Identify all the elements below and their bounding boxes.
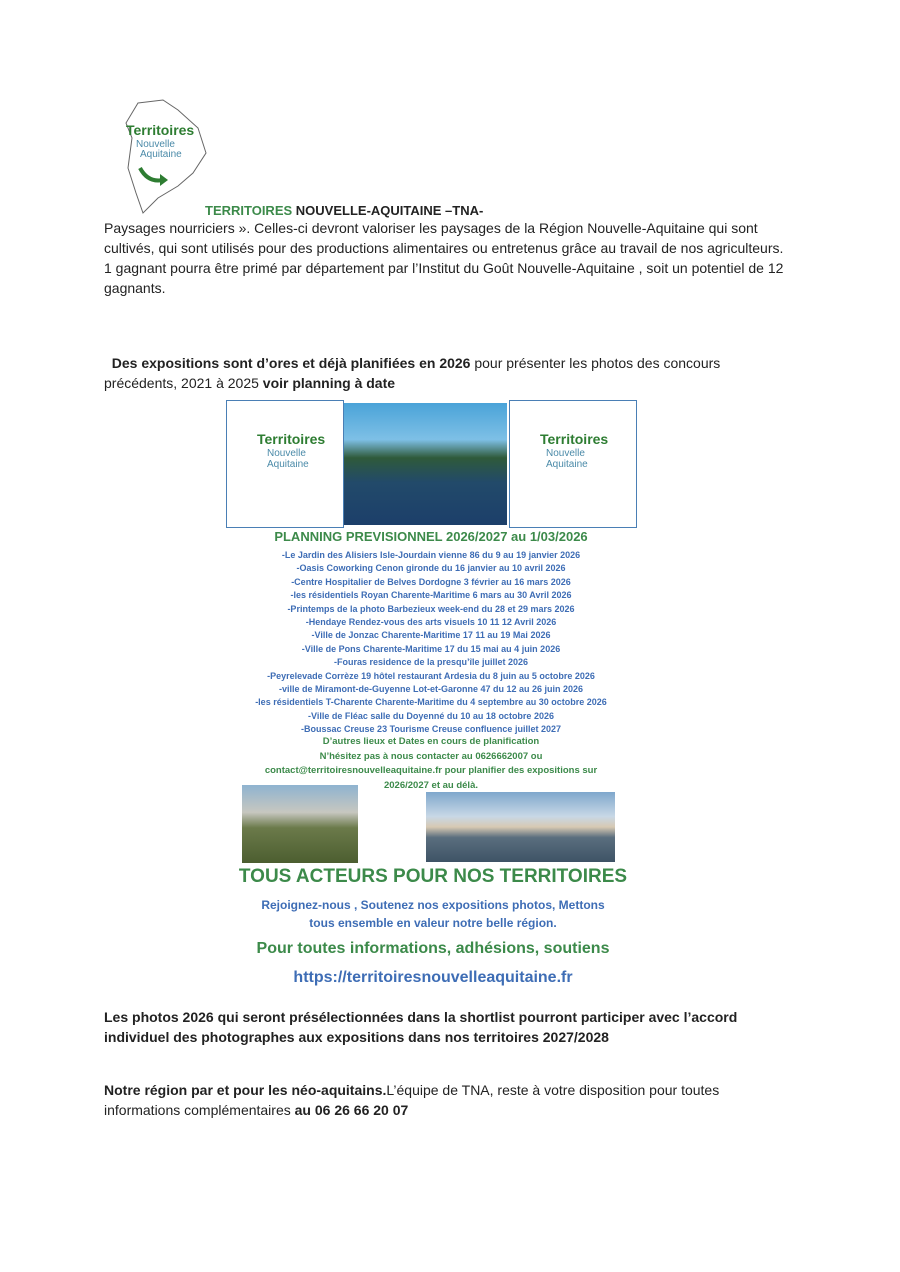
- shortlist-paragraph: Les photos 2026 qui seront présélectionnées dans la shortlist pourront participer avec l’accord individuel des photographes aux expositions dans nos territoires 2027/2028: [104, 1009, 738, 1045]
- tna-logo: Territoires Nouvelle Aquitaine: [118, 98, 213, 216]
- viaduct-photo: [344, 403, 507, 525]
- join-line: tous ensemble en valeur notre belle région.: [309, 916, 557, 930]
- join-text: [218, 896, 648, 932]
- planning-item: -Boussac Creuse 23 Tourisme Creuse confluence juillet 2027: [301, 724, 561, 735]
- planning-item: -Printemps de la photo Barbezieux week-end du 28 et 29 mars 2026: [287, 603, 575, 614]
- closing-bold: Notre région par et pour les néo-aquitains.: [104, 1082, 387, 1098]
- planning-item: -ville de Miramont-de-Guyenne Lot-et-Garonne 47 du 12 au 26 juin 2026: [278, 684, 584, 695]
- expo-paragraph: [104, 353, 764, 393]
- planning-item: -Ville de Jonzac Charente-Maritime 17 11 au 19 Mai 2026: [311, 630, 551, 641]
- planning-item: -Ville de Pons Charente-Maritime 17 du 15 mai au 4 juin 2026: [301, 643, 561, 654]
- planning-item: -Ville de Fléac salle du Doyenné du 10 au 18 octobre 2026: [308, 710, 554, 721]
- planning-email: contact@territoiresnouvelleaquitaine.fr pour planifier des expositions sur: [264, 765, 598, 776]
- planning-item: -Centre Hospitalier de Belves Dordogne 3 février au 16 mars 2026: [291, 576, 571, 587]
- expo-normal: pour présenter les photos des concours précédents, 2021 à 2025: [104, 355, 721, 391]
- planning-item: -Fouras residence de la presqu’île juillet 2026: [333, 657, 529, 668]
- closing-normal: L’équipe de TNA, reste à votre disposition pour toutes informations complémentaires: [104, 1082, 720, 1118]
- closing-paragraph: [104, 1080, 794, 1120]
- title-rest: NOUVELLE-AQUITAINE –TNA-: [292, 203, 484, 218]
- planning-note: N’hésitez pas à nous contacter au 0626662007 ou: [319, 750, 543, 762]
- planning-item: -Peyrelevade Corrèze 19 hôtel restaurant Ardesia du 8 juin au 5 octobre 2026: [267, 670, 595, 681]
- intro-line-1: Paysages nourriciers ». Celles-ci devront valoriser les paysages de la Région Nouvelle-Aquitaine qui sont cultivés, qui sont utilisés pour des productions alimentaires ou entretenus grâce au travail de nos agriculteurs.: [104, 220, 784, 256]
- planning-item: -les résidentiels Royan Charente-Maritime 6 mars au 30 Avril 2026: [290, 590, 572, 601]
- planning-title: PLANNING PREVISIONNEL 2026/2027 au 1/03/2026: [274, 529, 588, 544]
- planning-item: -Oasis Coworking Cenon gironde du 16 janvier au 10 avril 2026: [296, 563, 566, 574]
- sheep-photo: [242, 785, 358, 863]
- flyer-logo-right: Territoires Nouvelle Aquitaine: [509, 400, 637, 528]
- intro-paragraph: [104, 218, 804, 298]
- join-line: Rejoignez-nous , Soutenez nos expositions photos, Mettons: [261, 898, 605, 912]
- slogan: TOUS ACTEURS POUR NOS TERRITOIRES: [238, 866, 628, 887]
- expo-link-text: voir planning à date: [262, 375, 396, 391]
- planning-note: D’autres lieux et Dates en cours de planification: [322, 736, 540, 747]
- website-link[interactable]: https://territoiresnouvelleaquitaine.fr: [293, 969, 573, 986]
- planning-item: -Hendaye Rendez-vous des arts visuels 10 11 12 Avril 2026: [305, 617, 557, 628]
- riverside-town-photo: [426, 792, 615, 862]
- planning-note: 2026/2027 et au délà.: [383, 779, 478, 791]
- closing-phone: au 06 26 66 20 07: [294, 1102, 409, 1118]
- flyer-logo-left: Territoires Nouvelle Aquitaine: [226, 400, 344, 528]
- expo-bold: Des expositions sont d’ores et déjà planifiées en 2026: [111, 355, 471, 371]
- info-heading: Pour toutes informations, adhésions, soutiens: [256, 940, 610, 957]
- page-title: [205, 203, 483, 218]
- planning-item: -Le Jardin des Alisiers Isle-Jourdain vienne 86 du 9 au 19 janvier 2026: [281, 550, 581, 560]
- planning-item: -les résidentiels T-Charente Charente-Maritime du 4 septembre au 30 octobre 2026: [255, 697, 607, 708]
- intro-line-2: 1 gagnant pourra être primé par département par l’Institut du Goût Nouvelle-Aquitaine , soit un potentiel de 12 gagnants.: [104, 260, 784, 296]
- planning-list: [226, 549, 636, 737]
- title-green: TERRITOIRES: [205, 203, 293, 218]
